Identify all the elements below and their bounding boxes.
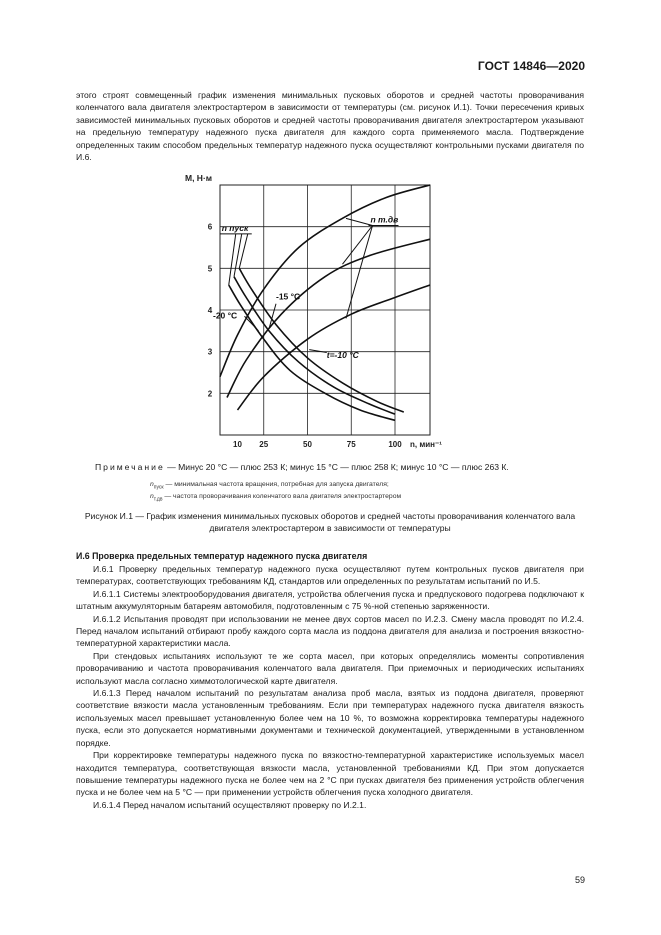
label-temp-20: -20 °C xyxy=(213,310,238,321)
label-temp-10: t=-10 °C xyxy=(326,349,359,360)
y-tick-label: 3 xyxy=(207,347,213,357)
label-leader xyxy=(346,226,373,319)
body-text xyxy=(76,563,584,811)
body-paragraph: И.6.1.4 Перед началом испытаний осуществляют проверку по И.2.1. xyxy=(93,799,367,810)
label-n-pusk: n пуск xyxy=(221,222,249,233)
y-tick-label: 6 xyxy=(207,222,213,232)
label-leader xyxy=(343,226,373,265)
note-text: — Минус 20 °C — плюс 253 К; минус 15 °C — плюс 258 К; минус 10 °C — плюс 263 К. xyxy=(164,462,509,472)
x-tick-label: 10 xyxy=(233,440,242,449)
body-paragraph: При стендовых испытаниях используют те же сорта масел, при которых определялись моменты сопротивления проворачиванию и частота проворачивания коленчатого вала двигателя. При приемочных и периодических испытаниях используют масла согласно химмотологической карте двигателя. xyxy=(76,650,584,686)
chart-svg xyxy=(180,170,450,455)
body-paragraph: При корректировке температуры надежного пуска по вязкостно-температурной характеристике используемых масел находится температура, соответствующая вязкости масла, установленной требованиями КД. При этом допускается повышение температуры надежного пуска не более чем на 2 °C при пусках двигателя без применения устройств облегчения пуска и не более чем на 5 °C — при применении устройств облегчения пуска холодного двигателя. xyxy=(76,750,584,798)
label-n-tdv: n т.дв xyxy=(370,214,399,225)
label-leader xyxy=(245,316,259,331)
label-leader xyxy=(346,218,373,225)
legend-item: $n_{пуск}$ — минимальная частота вращения, потребная для запуска двигателя; xyxy=(150,481,389,491)
body-paragraph: И.6.1.1 Системы электрооборудования двигателя, устройства облегчения пуска и предпускового подогрева подключают к штатным аккумуляторным батареям автомобиля, подготовленным с 75 %-ной степенью заряженности. xyxy=(76,588,584,612)
figure-caption: Рисунок И.1 — График изменения минимальных пусковых оборотов и средней частоты проворачивания коленчатого вала двигателя электростартером в зависимости от температуры xyxy=(84,511,576,534)
body-paragraph: И.6.1.2 Испытания проводят при использовании не менее двух сортов масел по И.2.3. Смену масла проводят по И.2.4. Перед началом испытаний отбирают пробу каждого сорта масла из поддона двигателя для анализа и построения вязкостно-температурной характеристики масла. xyxy=(76,613,584,649)
y-axis-label: M, Н·м xyxy=(185,173,213,183)
figure-legend xyxy=(150,480,530,505)
x-tick-label: 100 xyxy=(388,440,402,449)
intro-text xyxy=(76,89,584,163)
x-tick-label: 50 xyxy=(303,440,312,449)
legend-item: $n_{т.дв}$ — частота проворачивания коленчатого вала двигателя электростартером xyxy=(150,493,402,503)
figure-note xyxy=(95,462,595,472)
series-line xyxy=(220,185,430,377)
chart xyxy=(180,170,450,455)
note-label: Примечание xyxy=(95,462,165,472)
x-tick-label: 75 xyxy=(346,440,356,449)
y-tick-label: 5 xyxy=(207,264,213,274)
x-tick-label: 25 xyxy=(259,440,269,449)
header-code: ГОСТ 14846—2020 xyxy=(477,59,585,73)
y-tick-label: 2 xyxy=(207,389,213,399)
x-axis-label: n, мин⁻¹ xyxy=(410,440,442,449)
label-temp-15: -15 °C xyxy=(276,291,301,302)
y-tick-label: 4 xyxy=(207,306,213,315)
series-line xyxy=(238,285,431,410)
page-number: 59 xyxy=(574,875,585,885)
section-title: И.6 Проверка предельных температур надежного пуска двигателя xyxy=(76,551,368,561)
intro-paragraph: этого строят совмещенный график изменения минимальных пусковых оборотов и средней частоты проворачивания коленчатого вала двигателя электростартером в зависимости от температуры (см. рисунок И.1). Точки пересечения кривых зависимостей минимальных пусковых оборотов и средней частоты проворачивания двигателя электростартером указывают на предельную температуру надежного пуска двигателя для каждого сорта применяемого масла. Подтверждение определенных таким способом предельных температур надежного пуска осуществляют контрольными пусками двигателя по И.6. xyxy=(76,90,584,163)
body-paragraph: И.6.1.3 Перед началом испытаний по результатам анализа проб масла, взятых из поддона двигателя, проверяют соответствие вязкости масла установленным требованиям. Если при температурах надежного пуска двигателя вязкость используемых масел превышает установленную более чем на 10 %, то возможна корректировка температуры надежного пуска, если это допускается нормативными документами и технической документацией, утвержденными в установленном порядке. xyxy=(76,688,584,748)
body-paragraph: И.6.1 Проверку предельных температур надежного пуска осуществляют путем контрольных пусков двигателя при температурах, соответствующих требованиям КД, стандартов или определенных по результатам испытаний по И.5. xyxy=(76,564,584,587)
